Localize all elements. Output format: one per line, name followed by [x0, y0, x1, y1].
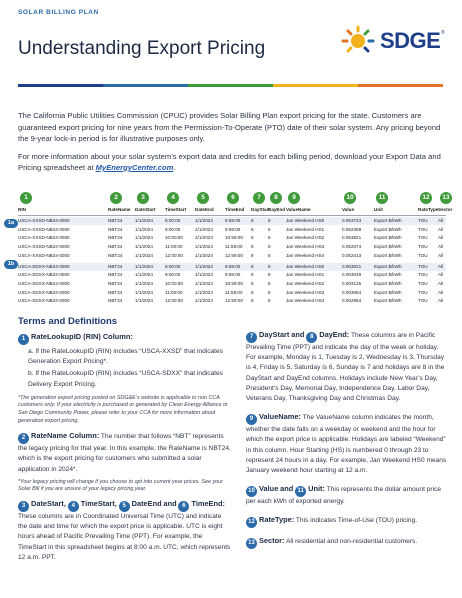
table-cell: 11:59:00: [225, 289, 243, 295]
top-bar: [0, 0, 462, 18]
table-cell: 8: [268, 298, 271, 304]
term-number: 1: [18, 334, 29, 345]
table-cell: TOU: [418, 252, 428, 258]
table-cell: 11:00:00: [165, 244, 183, 250]
intro-paragraph-1: The California Public Utilities Commission (CPUC) provides Solar Billing Plan export pricing for the state. Customers are guaranteed export pricing for nine years from the Permission-To-Operate (PTO) date of their solar system. Any pricing beyond the 9-year lock-in period is for illustrative purposes only.: [18, 111, 441, 143]
table-cell: 8:59:00: [225, 218, 241, 223]
table-header-cell: DateStart: [135, 207, 156, 212]
term-heading: DateEnd: [131, 498, 162, 508]
table-cell: 1/1/2024: [195, 235, 213, 241]
table-cell: 0.053723: [342, 218, 362, 223]
term-and: and: [163, 498, 177, 508]
table-row: [18, 243, 446, 251]
term-heading: Sector:: [259, 536, 285, 546]
table-cell: NBT24: [108, 218, 123, 223]
table-cell: 8: [251, 235, 254, 241]
term-number: 5: [119, 501, 130, 512]
term-body: These columns are in Pacific Prevailing Time (PPT) and indicate the day of the week or holiday. For example, Monday is 1, Tuesday is 2, Wednesday is 3, Thursday is 4, Friday is 5, Saturday is 6, Sunday is 7 and holidays are 8 in the DayStart and DayEnd columns. Holidays include New Year’s Day, President’s Day, Memorial Day, Independence Day, Labor Day, Veterans Day, Thanksgiving Day and Christmas Day.: [246, 332, 445, 403]
table-cell: 11:00:00: [165, 289, 183, 295]
table-cell: Export $/kWh: [374, 226, 402, 232]
term-body: All residential and non-residential customers.: [285, 538, 418, 546]
term-heading: TimeEnd:: [191, 498, 225, 508]
table-cell: 10:59:00: [225, 280, 243, 286]
table-header-cell: RateType: [418, 207, 439, 212]
column-number-3: 3: [137, 192, 149, 204]
column-number-12: 12: [420, 192, 432, 204]
table-cell: 1/1/2024: [135, 244, 153, 250]
term-and: and: [280, 484, 294, 494]
table-cell: USCA-SDXX-NB24-0000: [18, 289, 70, 295]
table-cell: 8: [251, 244, 254, 250]
column-number-7: 7: [253, 192, 265, 204]
plan-label: SOLAR BILLING PLAN: [18, 9, 99, 16]
table-header-cell: Value: [342, 207, 355, 212]
table-cell: 0.003049: [342, 272, 362, 278]
table-cell: 1/1/2024: [195, 218, 213, 223]
table-header-cell: ValueName: [286, 207, 311, 212]
table-cell: 1/1/2024: [135, 272, 153, 278]
table-cell: 8: [268, 235, 271, 241]
table-cell: TOU: [418, 218, 428, 223]
table-cell: 0.003021: [342, 263, 362, 269]
column-number-11: 11: [376, 192, 388, 204]
table-cell: Jan Weekend HS2: [286, 280, 325, 286]
table-cell: Jan Weekend HS0: [286, 263, 325, 269]
table-cell: 10:59:00: [225, 235, 243, 241]
table-cell: All: [438, 272, 444, 278]
table-cell: 9:59:00: [225, 226, 241, 232]
term-valuename: [246, 412, 450, 476]
table-cell: 1/1/2024: [135, 226, 153, 232]
table-cell: Jan Weekend HS3: [286, 244, 325, 250]
table-row: [18, 289, 446, 297]
term-ratename: [18, 431, 232, 494]
term-rin-b: b. If the RateLookupID (RIN) includes “USCA-SDXX” that indicates Delivery Export Pricing.: [28, 370, 223, 388]
table-cell: TOU: [418, 226, 428, 232]
table-row: [18, 226, 446, 234]
table-cell: 12:00:00: [165, 252, 183, 258]
term-days: [246, 330, 450, 404]
table-cell: 1/1/2024: [135, 235, 153, 241]
term-heading: DayEnd:: [319, 330, 350, 339]
table-cell: 8: [268, 272, 271, 278]
term-number: 13: [246, 538, 257, 549]
table-cell: NBT24: [108, 298, 123, 304]
term-number: 4: [68, 501, 79, 512]
table-cell: TOU: [418, 263, 428, 269]
table-cell: 8:00:00: [165, 218, 181, 223]
table-cell: Export $/kWh: [374, 244, 402, 250]
table-header-cell: TimeEnd: [225, 207, 245, 212]
table-row: [18, 217, 446, 225]
table-cell: 1/1/2024: [195, 272, 213, 278]
term-number: 3: [18, 501, 29, 512]
table-cell: Export $/kWh: [374, 280, 402, 286]
table-cell: NBT24: [108, 289, 123, 295]
table-cell: 8: [251, 226, 254, 232]
logo-registered-mark: ®: [441, 30, 445, 36]
table-cell: 1/1/2024: [195, 280, 213, 286]
term-ratename-note: *Your legacy pricing will change if you choose to opt into current year prices. See your Solar Bill if you are unsure of your legacy pricing year.: [18, 478, 223, 493]
term-number: 11: [295, 486, 306, 497]
sun-logo-icon: [340, 25, 376, 57]
table-cell: 10:00:00: [165, 235, 183, 241]
table-cell: NBT24: [108, 244, 123, 250]
table-cell: 8: [268, 252, 271, 258]
table-cell: NBT24: [108, 263, 123, 269]
term-number: 6: [178, 501, 189, 512]
table-header-cell: DateEnd: [195, 207, 214, 212]
table-cell: 1/1/2024: [195, 298, 213, 304]
table-cell: Export $/kWh: [374, 252, 402, 258]
table-cell: 8:00:00: [165, 263, 181, 269]
table-cell: USCA-SDXX-NB24-0000: [18, 272, 70, 278]
table-cell: 0.003084: [342, 289, 362, 295]
term-heading: RateName Column:: [31, 431, 100, 441]
table-cell: All: [438, 235, 444, 241]
term-heading: DateStart,: [31, 498, 66, 508]
table-cell: 1/1/2024: [135, 289, 153, 295]
term-sector: [246, 536, 450, 549]
table-cell: TOU: [418, 244, 428, 250]
column-number-4: 4: [167, 192, 179, 204]
sdge-logo: [340, 25, 448, 57]
marker-1b: 1b: [4, 260, 18, 269]
table-cell: 8: [251, 272, 254, 278]
table-header-cell: Unit: [374, 207, 383, 212]
table-cell: USCA-SDXX-NB24-0000: [18, 280, 70, 286]
table-cell: 0.052369: [342, 226, 362, 232]
marker-1a: 1a: [4, 219, 18, 228]
term-heading: ValueName:: [259, 412, 301, 422]
intro-p2-text: For more information about your solar system’s export data and credits for each billing period, download your Export Data and Pricing spreadsheet at: [18, 151, 441, 172]
table-cell: 8:59:00: [225, 263, 241, 269]
table-cell: 8: [251, 298, 254, 304]
table-cell: All: [438, 226, 444, 232]
term-number: 12: [246, 517, 257, 528]
table-cell: Jan Weekend HS2: [286, 235, 325, 241]
term-rin-note: *The generation export pricing posted on SDG&E’s website is applicable to non CCA customers only. If your electricity is purchased or generated by Clean Energy Alliance or San Diego Community Power, please refer to your CCA for more information about generation export pricing.: [18, 394, 228, 424]
table-cell: 1/1/2024: [135, 252, 153, 258]
term-number: 2: [18, 433, 29, 444]
table-cell: 0.002964: [342, 298, 362, 304]
table-cell: Export $/kWh: [374, 263, 402, 269]
table-cell: 1/1/2024: [135, 218, 153, 223]
table-cell: Jan Weekend HS4: [286, 252, 325, 258]
terms-title: Terms and Definitions: [18, 316, 118, 327]
table-row: [18, 234, 446, 242]
term-heading: TimeStart,: [80, 498, 117, 508]
table-cell: TOU: [418, 235, 428, 241]
table-cell: 8: [268, 289, 271, 295]
table-header-row: [18, 206, 453, 214]
table-row: [18, 297, 446, 305]
table-cell: NBT24: [108, 235, 123, 241]
table-cell: Export $/kWh: [374, 289, 402, 295]
table-cell: 9:00:00: [165, 272, 181, 278]
table-cell: TOU: [418, 272, 428, 278]
table-cell: USCA-XXSD-NB24-0000: [18, 226, 70, 232]
table-cell: 0.052413: [342, 252, 362, 258]
term-body: The ValueName column indicates the month, whether the date falls on a weekday or weekend and the hour for which the export price is applicable. Holidays are labeled “Weekend” in this column. Hour Starting (HS) is numbered 0 through 23 to represent 24 hours in a day. For example, Jan Weekend HS0 means January weekend hour starting at 12 a.m.: [246, 414, 447, 475]
term-dates: [18, 499, 232, 563]
table-cell: 1/1/2024: [135, 263, 153, 269]
table-cell: All: [438, 289, 444, 295]
term-and: and: [291, 330, 305, 339]
table-cell: 8: [268, 244, 271, 250]
table-cell: USCA-SDXX-NB24-0000: [18, 263, 70, 269]
table-cell: 0.052074: [342, 244, 362, 250]
table-cell: 12:59:00: [225, 252, 243, 258]
table-cell: USCA-XXSD-NB24-0000: [18, 218, 70, 223]
color-stripe: [18, 84, 443, 87]
table-divider: [18, 215, 446, 216]
table-cell: Jan Weekend HS1: [286, 226, 325, 232]
table-cell: 1/1/2024: [195, 263, 213, 269]
table-cell: 8: [268, 218, 271, 223]
table-header-cell: DayEnd: [268, 207, 286, 212]
term-rin-a: a. If the RateLookupID (RIN) includes “USCA-XXSD” that indicates Generation Export Pricing*.: [28, 348, 223, 366]
column-number-9: 9: [288, 192, 300, 204]
column-number-8: 8: [270, 192, 282, 204]
term-heading: RateLookupID (RIN) Column:: [31, 332, 133, 341]
term-heading: DayStart: [259, 330, 290, 339]
table-cell: USCA-XXSD-NB24-0000: [18, 252, 70, 258]
table-cell: Jan Weekend HS4: [286, 298, 325, 304]
table-header-cell: DayStart: [251, 207, 270, 212]
term-heading: Unit:: [308, 484, 325, 494]
table-cell: TOU: [418, 289, 428, 295]
table-cell: 1/1/2024: [195, 226, 213, 232]
table-cell: 9:59:00: [225, 272, 241, 278]
table-cell: 8: [268, 226, 271, 232]
table-cell: 0.003125: [342, 280, 362, 286]
table-cell: Export $/kWh: [374, 235, 402, 241]
column-number-13: 13: [440, 192, 452, 204]
table-cell: All: [438, 218, 444, 223]
intro-paragraph-2: [18, 151, 446, 174]
table-cell: NBT24: [108, 280, 123, 286]
term-heading: Value: [259, 484, 279, 494]
table-cell: NBT24: [108, 252, 123, 258]
term-number: 7: [246, 332, 257, 343]
table-header-cell: TimeStart: [165, 207, 187, 212]
table-cell: 8: [251, 280, 254, 286]
term-ratetype: [246, 515, 450, 528]
table-cell: Jan Weekend HS1: [286, 272, 325, 278]
term-rin: [18, 332, 232, 425]
table-cell: 10:00:00: [165, 280, 183, 286]
terms-left-column: [18, 332, 232, 563]
table-cell: Jan Weekend HS0: [286, 218, 325, 223]
term-number: 8: [306, 332, 317, 343]
table-cell: NBT24: [108, 272, 123, 278]
myenergycenter-link[interactable]: MyEnergyCenter.com: [95, 163, 174, 172]
table-cell: All: [438, 298, 444, 304]
table-cell: NBT24: [108, 226, 123, 232]
table-cell: 1/1/2024: [195, 252, 213, 258]
table-cell: USCA-SDXX-NB24-0000: [18, 298, 70, 304]
table-header-cell: RIN: [18, 207, 26, 212]
intro-text: [18, 110, 446, 174]
table-cell: Jan Weekend HS3: [286, 289, 325, 295]
table-cell: 1/1/2024: [135, 298, 153, 304]
intro-p2-end: .: [173, 163, 176, 172]
table-row: [18, 271, 446, 279]
term-body: This represents the dollar amount price per each kWh of exported energy.: [246, 486, 442, 506]
table-cell: 11:59:00: [225, 244, 243, 250]
term-value-unit: [246, 484, 450, 507]
table-cell: 12:59:00: [225, 298, 243, 304]
column-number-5: 5: [197, 192, 209, 204]
term-number: 9: [246, 414, 257, 425]
table-cell: 8: [251, 289, 254, 295]
table-cell: TOU: [418, 280, 428, 286]
table-cell: All: [438, 280, 444, 286]
term-body: The number that follows “NBT” represents the legacy pricing for that year. In this example, the RateName is NBT24, which is the export pricing for customers who submitted a solar application in 2024*.: [18, 433, 231, 473]
table-cell: Export $/kWh: [374, 298, 402, 304]
table-cell: USCA-XXSD-NB24-0000: [18, 244, 70, 250]
table-cell: 12:00:00: [165, 298, 183, 304]
table-cell: Export $/kWh: [374, 272, 402, 278]
table-cell: 8: [268, 280, 271, 286]
logo-wordmark: SDGE: [380, 28, 441, 53]
table-cell: USCA-XXSD-NB24-0000: [18, 235, 70, 241]
terms-right-column: [246, 330, 450, 549]
column-number-1: 1: [20, 192, 32, 204]
column-number-row: [18, 192, 450, 206]
term-body: This indicates Time-of-Use (TOU) pricing.: [295, 517, 418, 525]
column-number-6: 6: [227, 192, 239, 204]
table-cell: 8: [251, 218, 254, 223]
table-cell: All: [438, 244, 444, 250]
table-cell: 8: [251, 252, 254, 258]
term-number: 10: [246, 486, 257, 497]
column-number-2: 2: [110, 192, 122, 204]
table-cell: 8: [268, 263, 271, 269]
table-cell: Export $/kWh: [374, 218, 402, 223]
column-number-10: 10: [344, 192, 356, 204]
table-cell: All: [438, 252, 444, 258]
table-row: [18, 280, 446, 288]
table-row: [18, 263, 446, 271]
table-cell: TOU: [418, 298, 428, 304]
table-header-cell: RateName: [108, 207, 131, 212]
page-title: Understanding Export Pricing: [18, 38, 266, 59]
table-row: [18, 252, 446, 260]
table-cell: 0.053821: [342, 235, 362, 241]
table-cell: 1/1/2024: [195, 244, 213, 250]
term-heading: RateType:: [259, 515, 295, 525]
term-body: These columns are in Coordinated Universal Time (UTC) and indicate the date and time for which the export price is applicable. UTC is eight hours ahead of Pacific Prevailing Time (PPT). For example, the TimeStart in this spreadsheet begins at 8:00 a.m. UTC, which represents 12 a.m. PPT.: [18, 512, 231, 561]
table-cell: 1/1/2024: [135, 280, 153, 286]
table-cell: 9:00:00: [165, 226, 181, 232]
table-cell: 1/1/2024: [195, 289, 213, 295]
table-cell: 8: [251, 263, 254, 269]
table-header-cell: Sector: [438, 207, 453, 212]
table-cell: All: [438, 263, 444, 269]
